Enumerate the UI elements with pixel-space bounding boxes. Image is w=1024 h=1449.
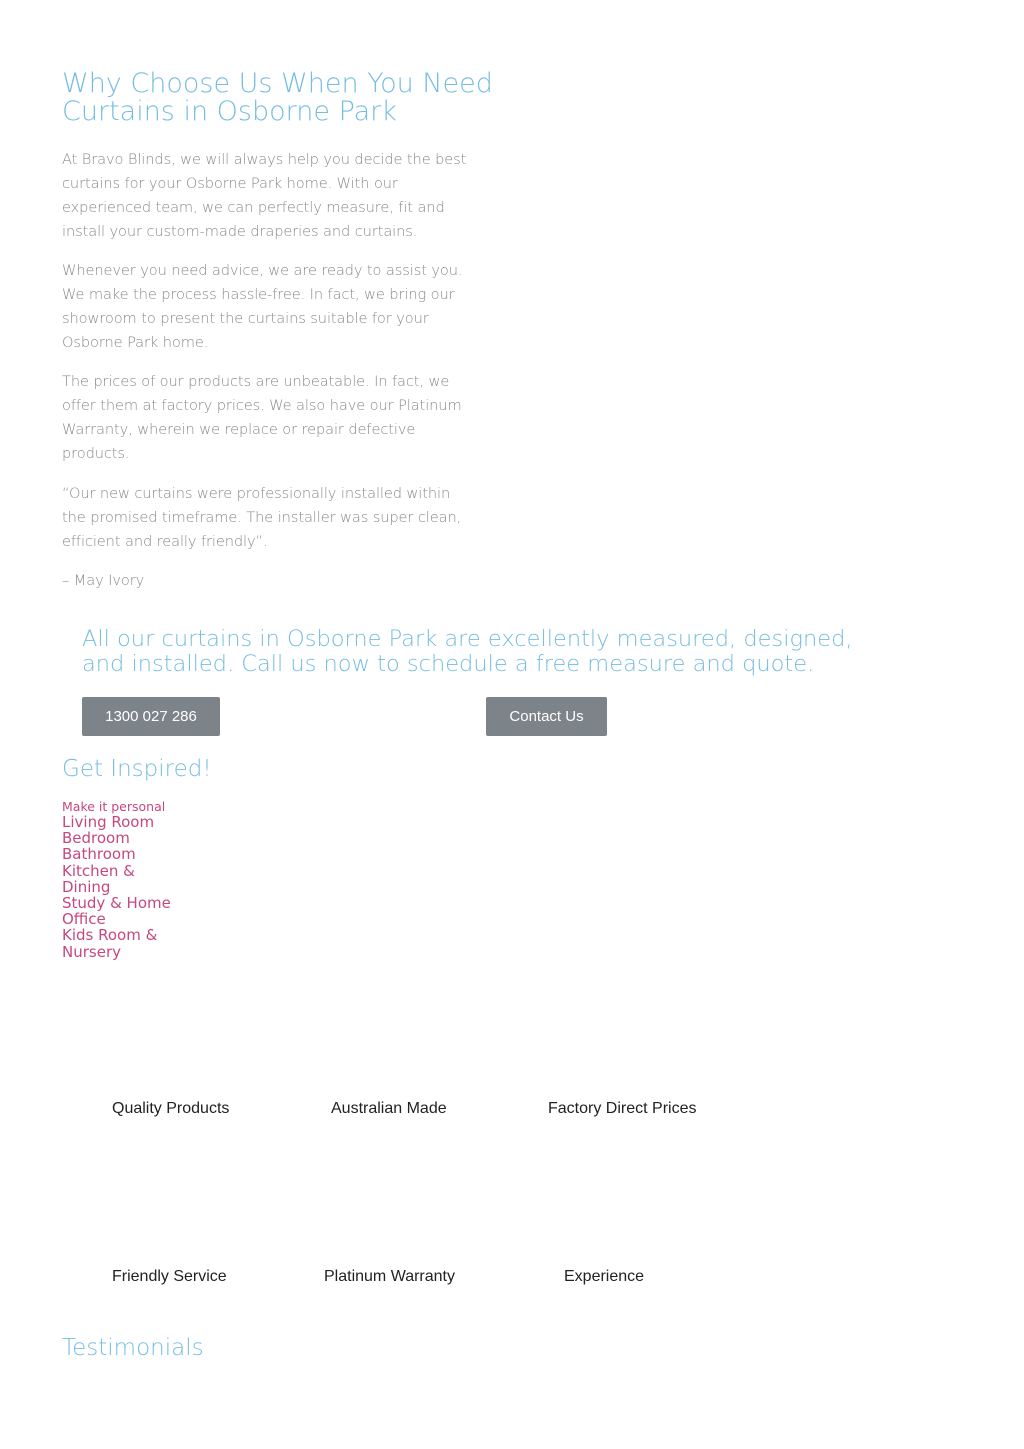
room-link-bathroom[interactable]: Bathroom	[62, 845, 136, 864]
room-link-kids-room-nursery[interactable]: Kids Room & Nursery	[62, 926, 158, 961]
feature-quality-products: Quality Products	[112, 1100, 230, 1117]
cta-heading: All our curtains in Osborne Park are excellently measured, designed, and installed. Call us now to schedule a free measure and quote.	[82, 626, 853, 677]
feature-experience: Experience	[564, 1268, 645, 1285]
room-link-bedroom[interactable]: Bedroom	[62, 829, 130, 848]
intro-paragraph: At Bravo Blinds, we will always help you decide the best curtains for your Osborne Park home. With our experienced team, we can perfectly measure, fit and install your custom-made draperies and curtains.	[62, 151, 467, 240]
advice-paragraph: Whenever you need advice, we are ready to assist you. We make the process hassle-free. In fact, we bring our showroom to present the curtains suitable for your Osborne Park home.	[62, 262, 463, 351]
testimonial-author: – May Ivory	[62, 572, 145, 589]
inspire-room-list	[62, 814, 172, 960]
room-link-study-home-office[interactable]: Study & Home Office	[62, 894, 171, 929]
feature-australian-made: Australian Made	[331, 1100, 447, 1117]
contact-us-button[interactable]: Contact Us	[486, 697, 607, 736]
feature-factory-direct-prices: Factory Direct Prices	[548, 1100, 697, 1117]
testimonials-heading: Testimonials	[62, 1335, 204, 1361]
pricing-paragraph: The prices of our products are unbeatable. In fact, we offer them at factory prices. We also have our Platinum Warranty, wherein we replace or repair defective products.	[62, 373, 462, 462]
room-link-kitchen-dining[interactable]: Kitchen & Dining	[62, 861, 135, 896]
room-link-living-room[interactable]: Living Room	[62, 813, 155, 831]
section-title-why-choose-us: Why Choose Us When You Need Curtains in Osborne Park	[62, 68, 493, 127]
feature-platinum-warranty: Platinum Warranty	[324, 1268, 455, 1285]
testimonial-quote: “Our new curtains were professionally installed within the promised timeframe. The installer was super clean, efficient and really friendly”.	[62, 485, 462, 550]
get-inspired-heading: Get Inspired!	[62, 756, 212, 782]
feature-friendly-service: Friendly Service	[112, 1268, 227, 1285]
phone-button[interactable]: 1300 027 286	[82, 697, 220, 736]
inspire-tagline: Make it personal	[62, 799, 166, 814]
